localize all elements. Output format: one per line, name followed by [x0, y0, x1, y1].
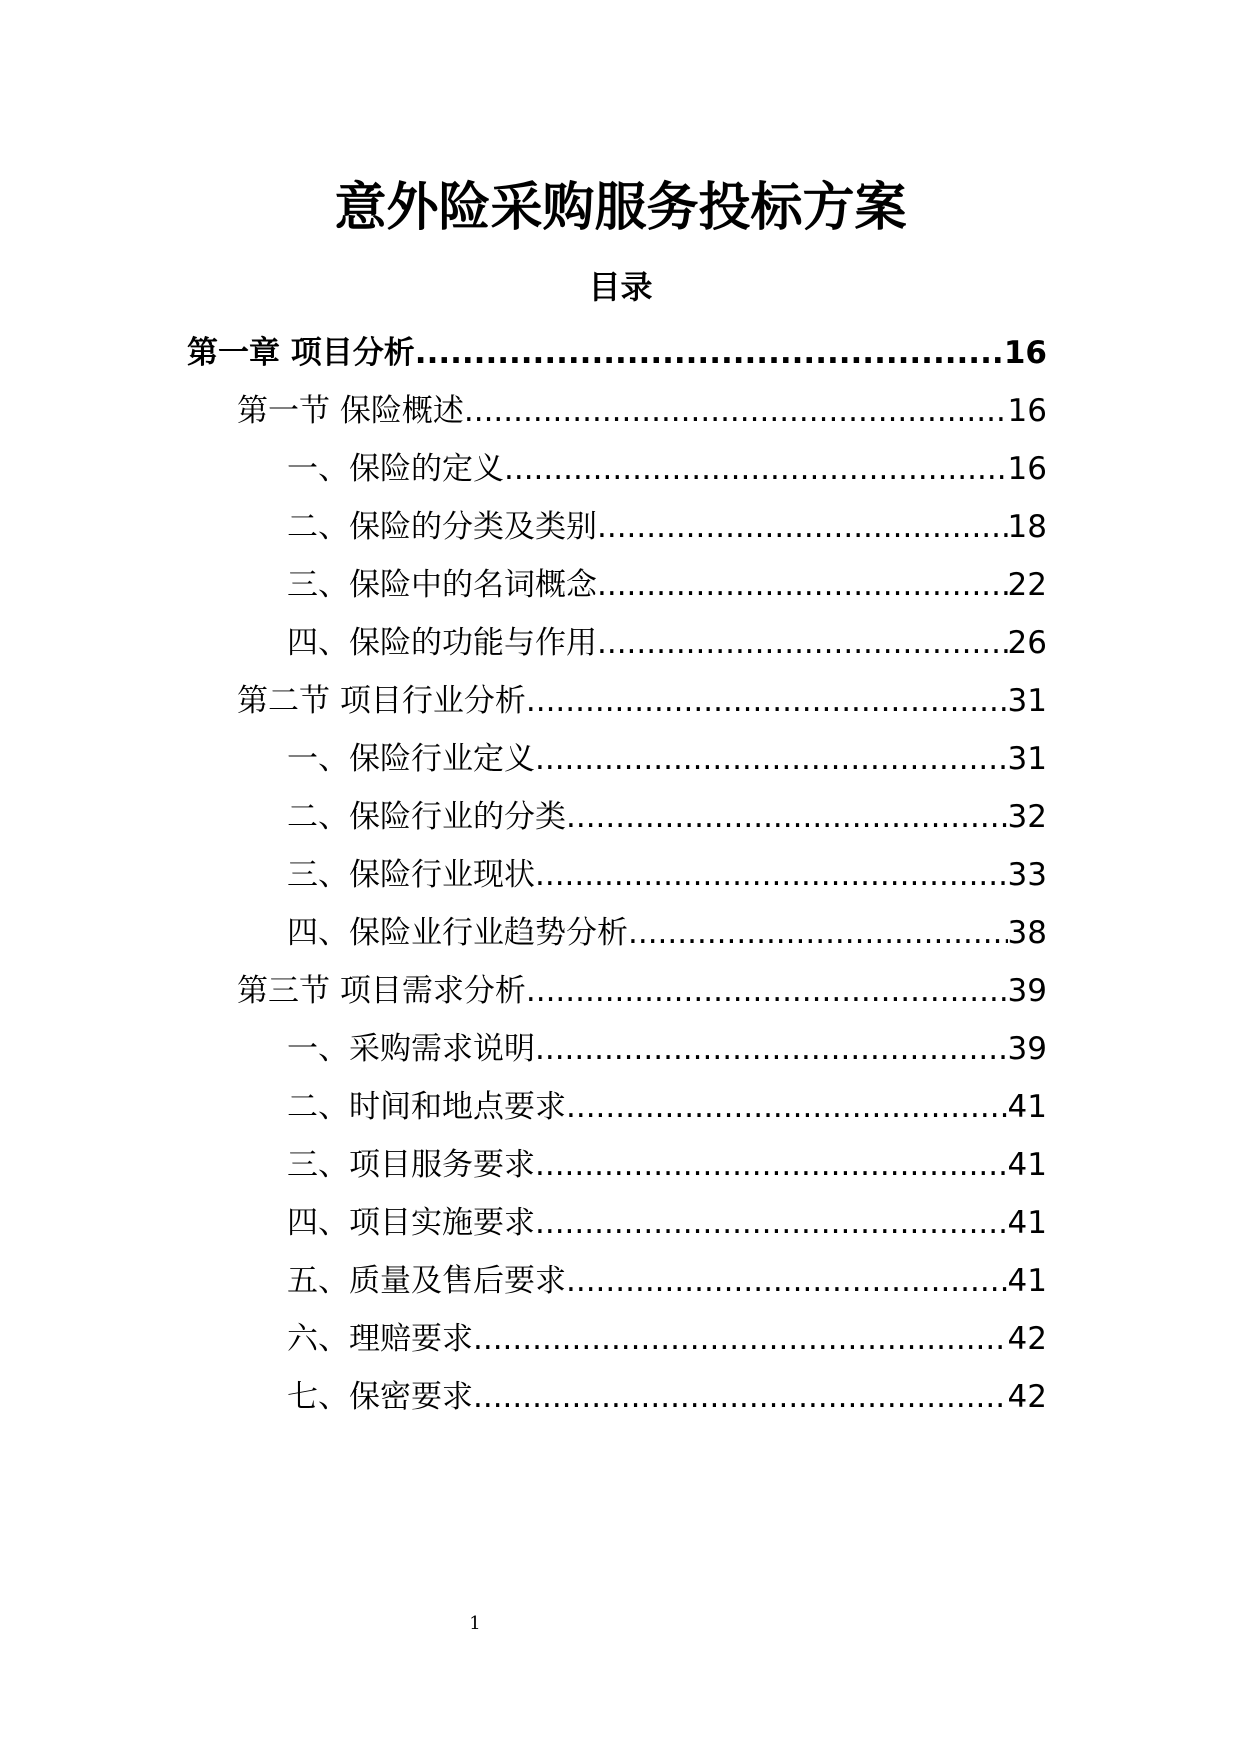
toc-entry-page: 31: [1007, 741, 1047, 777]
toc-entry[interactable]: [287, 910, 1047, 956]
toc-entry[interactable]: [237, 388, 1047, 434]
page-number: 1: [469, 1613, 481, 1634]
toc-entry-page: 42: [1007, 1379, 1047, 1415]
toc-entry[interactable]: [287, 446, 1047, 492]
toc-entry-label: 三、保险中的名词概念: [287, 567, 597, 603]
toc-entry-page: 26: [1007, 625, 1047, 661]
toc-entry[interactable]: [287, 1258, 1047, 1304]
toc-entry-label: 二、时间和地点要求: [287, 1089, 566, 1125]
toc-dot-leader: [473, 1374, 1008, 1420]
toc-entry-page: 41: [1007, 1263, 1047, 1299]
toc-entry-label: 四、项目实施要求: [287, 1205, 535, 1241]
toc-entry-page: 16: [1007, 393, 1047, 429]
toc-entry-label: 第一章 项目分析: [187, 335, 415, 371]
toc-dot-leader: [535, 736, 1008, 782]
toc-dot-leader: [566, 794, 1008, 840]
toc-entry[interactable]: [287, 504, 1047, 550]
toc-entry[interactable]: [287, 620, 1047, 666]
toc-dot-leader: [415, 330, 1004, 376]
document-title: 意外险采购服务投标方案: [334, 178, 907, 238]
toc-dot-leader: [597, 620, 1008, 666]
toc-dot-leader: [473, 1316, 1008, 1362]
toc-entry-page: 41: [1007, 1205, 1047, 1241]
toc-dot-leader: [566, 1258, 1008, 1304]
toc-entry-label: 三、项目服务要求: [287, 1147, 535, 1183]
toc-entry-page: 38: [1007, 915, 1047, 951]
toc-entry-label: 一、保险行业定义: [287, 741, 535, 777]
toc-entry-page: 22: [1007, 567, 1047, 603]
toc-entry[interactable]: [287, 562, 1047, 608]
toc-entry-page: 33: [1007, 857, 1047, 893]
toc-entry-label: 六、理赔要求: [287, 1321, 473, 1357]
toc-entry-page: 32: [1007, 799, 1047, 835]
toc-entry-label: 四、保险业行业趋势分析: [287, 915, 628, 951]
toc-entry-label: 一、采购需求说明: [287, 1031, 535, 1067]
toc-entry[interactable]: [287, 852, 1047, 898]
toc-entry-label: 四、保险的功能与作用: [287, 625, 597, 661]
toc-entry[interactable]: [287, 794, 1047, 840]
toc-entry-label: 二、保险的分类及类别: [287, 509, 597, 545]
toc-entry-page: 18: [1007, 509, 1047, 545]
toc-entry[interactable]: [287, 1316, 1047, 1362]
toc-dot-leader: [535, 1026, 1008, 1072]
toc-entry[interactable]: [287, 1026, 1047, 1072]
toc-entry-page: 42: [1007, 1321, 1047, 1357]
toc-dot-leader: [464, 388, 1008, 434]
toc-dot-leader: [526, 968, 1008, 1014]
toc-entry-label: 一、保险的定义: [287, 451, 504, 487]
toc-dot-leader: [504, 446, 1008, 492]
toc-dot-leader: [597, 504, 1008, 550]
toc-entry-page: 39: [1007, 973, 1047, 1009]
toc-entry-label: 第三节 项目需求分析: [237, 973, 526, 1009]
toc-entry[interactable]: [187, 330, 1047, 376]
toc-entry-page: 41: [1007, 1089, 1047, 1125]
toc-entry-label: 三、保险行业现状: [287, 857, 535, 893]
toc-entry-page: 16: [1003, 335, 1047, 371]
toc-heading: 目录: [588, 268, 653, 306]
toc-dot-leader: [566, 1084, 1008, 1130]
toc-entry-label: 第一节 保险概述: [237, 393, 464, 429]
toc-dot-leader: [526, 678, 1008, 724]
toc-entry-page: 41: [1007, 1147, 1047, 1183]
toc-entry[interactable]: [287, 736, 1047, 782]
toc-entry[interactable]: [287, 1142, 1047, 1188]
toc-dot-leader: [535, 852, 1008, 898]
toc-entry-page: 39: [1007, 1031, 1047, 1067]
toc-entry-label: 第二节 项目行业分析: [237, 683, 526, 719]
toc-entry-label: 二、保险行业的分类: [287, 799, 566, 835]
toc-entry-page: 31: [1007, 683, 1047, 719]
toc-dot-leader: [535, 1200, 1008, 1246]
toc-dot-leader: [597, 562, 1008, 608]
toc-dot-leader: [628, 910, 1008, 956]
toc-entry-label: 五、质量及售后要求: [287, 1263, 566, 1299]
toc-entry-page: 16: [1007, 451, 1047, 487]
toc-entry[interactable]: [237, 678, 1047, 724]
toc-entry[interactable]: [237, 968, 1047, 1014]
toc-dot-leader: [535, 1142, 1008, 1188]
toc-entry[interactable]: [287, 1374, 1047, 1420]
toc-entry[interactable]: [287, 1200, 1047, 1246]
toc-entry-label: 七、保密要求: [287, 1379, 473, 1415]
toc-entry[interactable]: [287, 1084, 1047, 1130]
